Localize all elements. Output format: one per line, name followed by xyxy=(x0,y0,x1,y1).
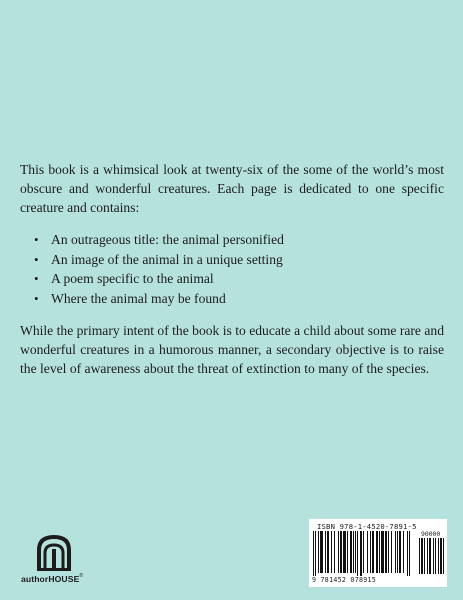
barcode-bar xyxy=(320,531,323,573)
barcode-bar xyxy=(313,531,314,576)
barcode-bar xyxy=(327,531,329,573)
addon-barcode-bars xyxy=(419,538,445,576)
isbn-barcode xyxy=(309,519,447,587)
barcode-bar xyxy=(424,538,425,574)
authorhouse-logo-icon xyxy=(35,534,73,572)
barcode-bar xyxy=(325,531,326,573)
barcode-bar xyxy=(379,531,380,573)
barcode-bar xyxy=(381,531,384,573)
bullet-icon: • xyxy=(34,271,39,286)
barcode-bar xyxy=(353,531,354,573)
barcode-bar xyxy=(343,531,346,573)
blurb-closing: While the primary intent of the book is to educate a child about some rare and wonderful creatures in a humorous manner, a secondary objective is to raise the level of awareness about the threat of extinction to many of the species. xyxy=(20,323,444,376)
barcode-bar xyxy=(429,538,431,574)
barcode-bar xyxy=(363,531,364,573)
barcode-bar xyxy=(338,531,339,573)
barcode-bar xyxy=(357,531,358,576)
barcode-bar xyxy=(407,531,408,576)
blurb-intro: This book is a whimsical look at twenty-six of the some of the world’s most obscure and wonderful creatures. Each page is dedicated to one specific creature and contains: xyxy=(20,162,444,215)
barcode-bar xyxy=(315,531,316,576)
ean-digits: 9 781452 078915 xyxy=(312,576,377,584)
barcode-bar xyxy=(388,531,389,573)
barcode-bar xyxy=(433,538,434,574)
barcode-bar xyxy=(385,531,387,573)
barcode-bar xyxy=(409,531,410,576)
feature-text: An image of the animal in a unique setting xyxy=(51,251,283,267)
barcode-bar xyxy=(340,531,342,573)
publisher-logo xyxy=(21,534,95,588)
barcode-bar xyxy=(443,538,444,574)
feature-text: A poem specific to the animal xyxy=(51,271,214,286)
bullet-icon: • xyxy=(34,251,39,267)
barcode-bar xyxy=(403,531,404,573)
barcode-bar xyxy=(399,531,401,573)
barcode-bar xyxy=(419,538,420,574)
barcode-bar xyxy=(318,531,319,573)
barcode-bar xyxy=(367,531,368,573)
barcode-bar xyxy=(360,531,362,576)
feature-list xyxy=(20,230,444,308)
barcode-bar xyxy=(355,531,356,573)
barcode-bar xyxy=(347,531,348,573)
feature-item xyxy=(34,250,444,270)
barcode-bar xyxy=(421,538,423,574)
barcode-bar xyxy=(435,538,436,574)
price-code: 90000 xyxy=(421,530,441,538)
feature-item xyxy=(34,269,444,289)
barcode-bar xyxy=(370,531,371,573)
barcode-bar xyxy=(376,531,378,573)
barcode-bar xyxy=(372,531,374,573)
blurb-text xyxy=(20,160,444,378)
barcode-bar xyxy=(440,538,442,574)
barcode-bar xyxy=(397,531,398,573)
barcode-bar xyxy=(395,531,396,573)
barcode-bar xyxy=(391,531,392,573)
publisher-name: authorHOUSE® xyxy=(21,573,84,584)
isbn-number: ISBN 978-1-4520-7891-5 xyxy=(317,522,417,531)
feature-item xyxy=(34,230,444,250)
barcode-bar xyxy=(350,531,352,573)
feature-text: Where the animal may be found xyxy=(51,290,226,306)
bullet-icon: • xyxy=(34,290,39,306)
barcode-bar xyxy=(334,531,335,573)
barcode-bars xyxy=(313,531,419,577)
bullet-icon: • xyxy=(34,232,39,247)
barcode-bar xyxy=(331,531,332,573)
barcode-bar xyxy=(438,538,439,574)
feature-item xyxy=(34,289,444,309)
feature-text: An outrageous title: the animal personified xyxy=(51,232,284,247)
barcode-bar xyxy=(427,538,428,574)
